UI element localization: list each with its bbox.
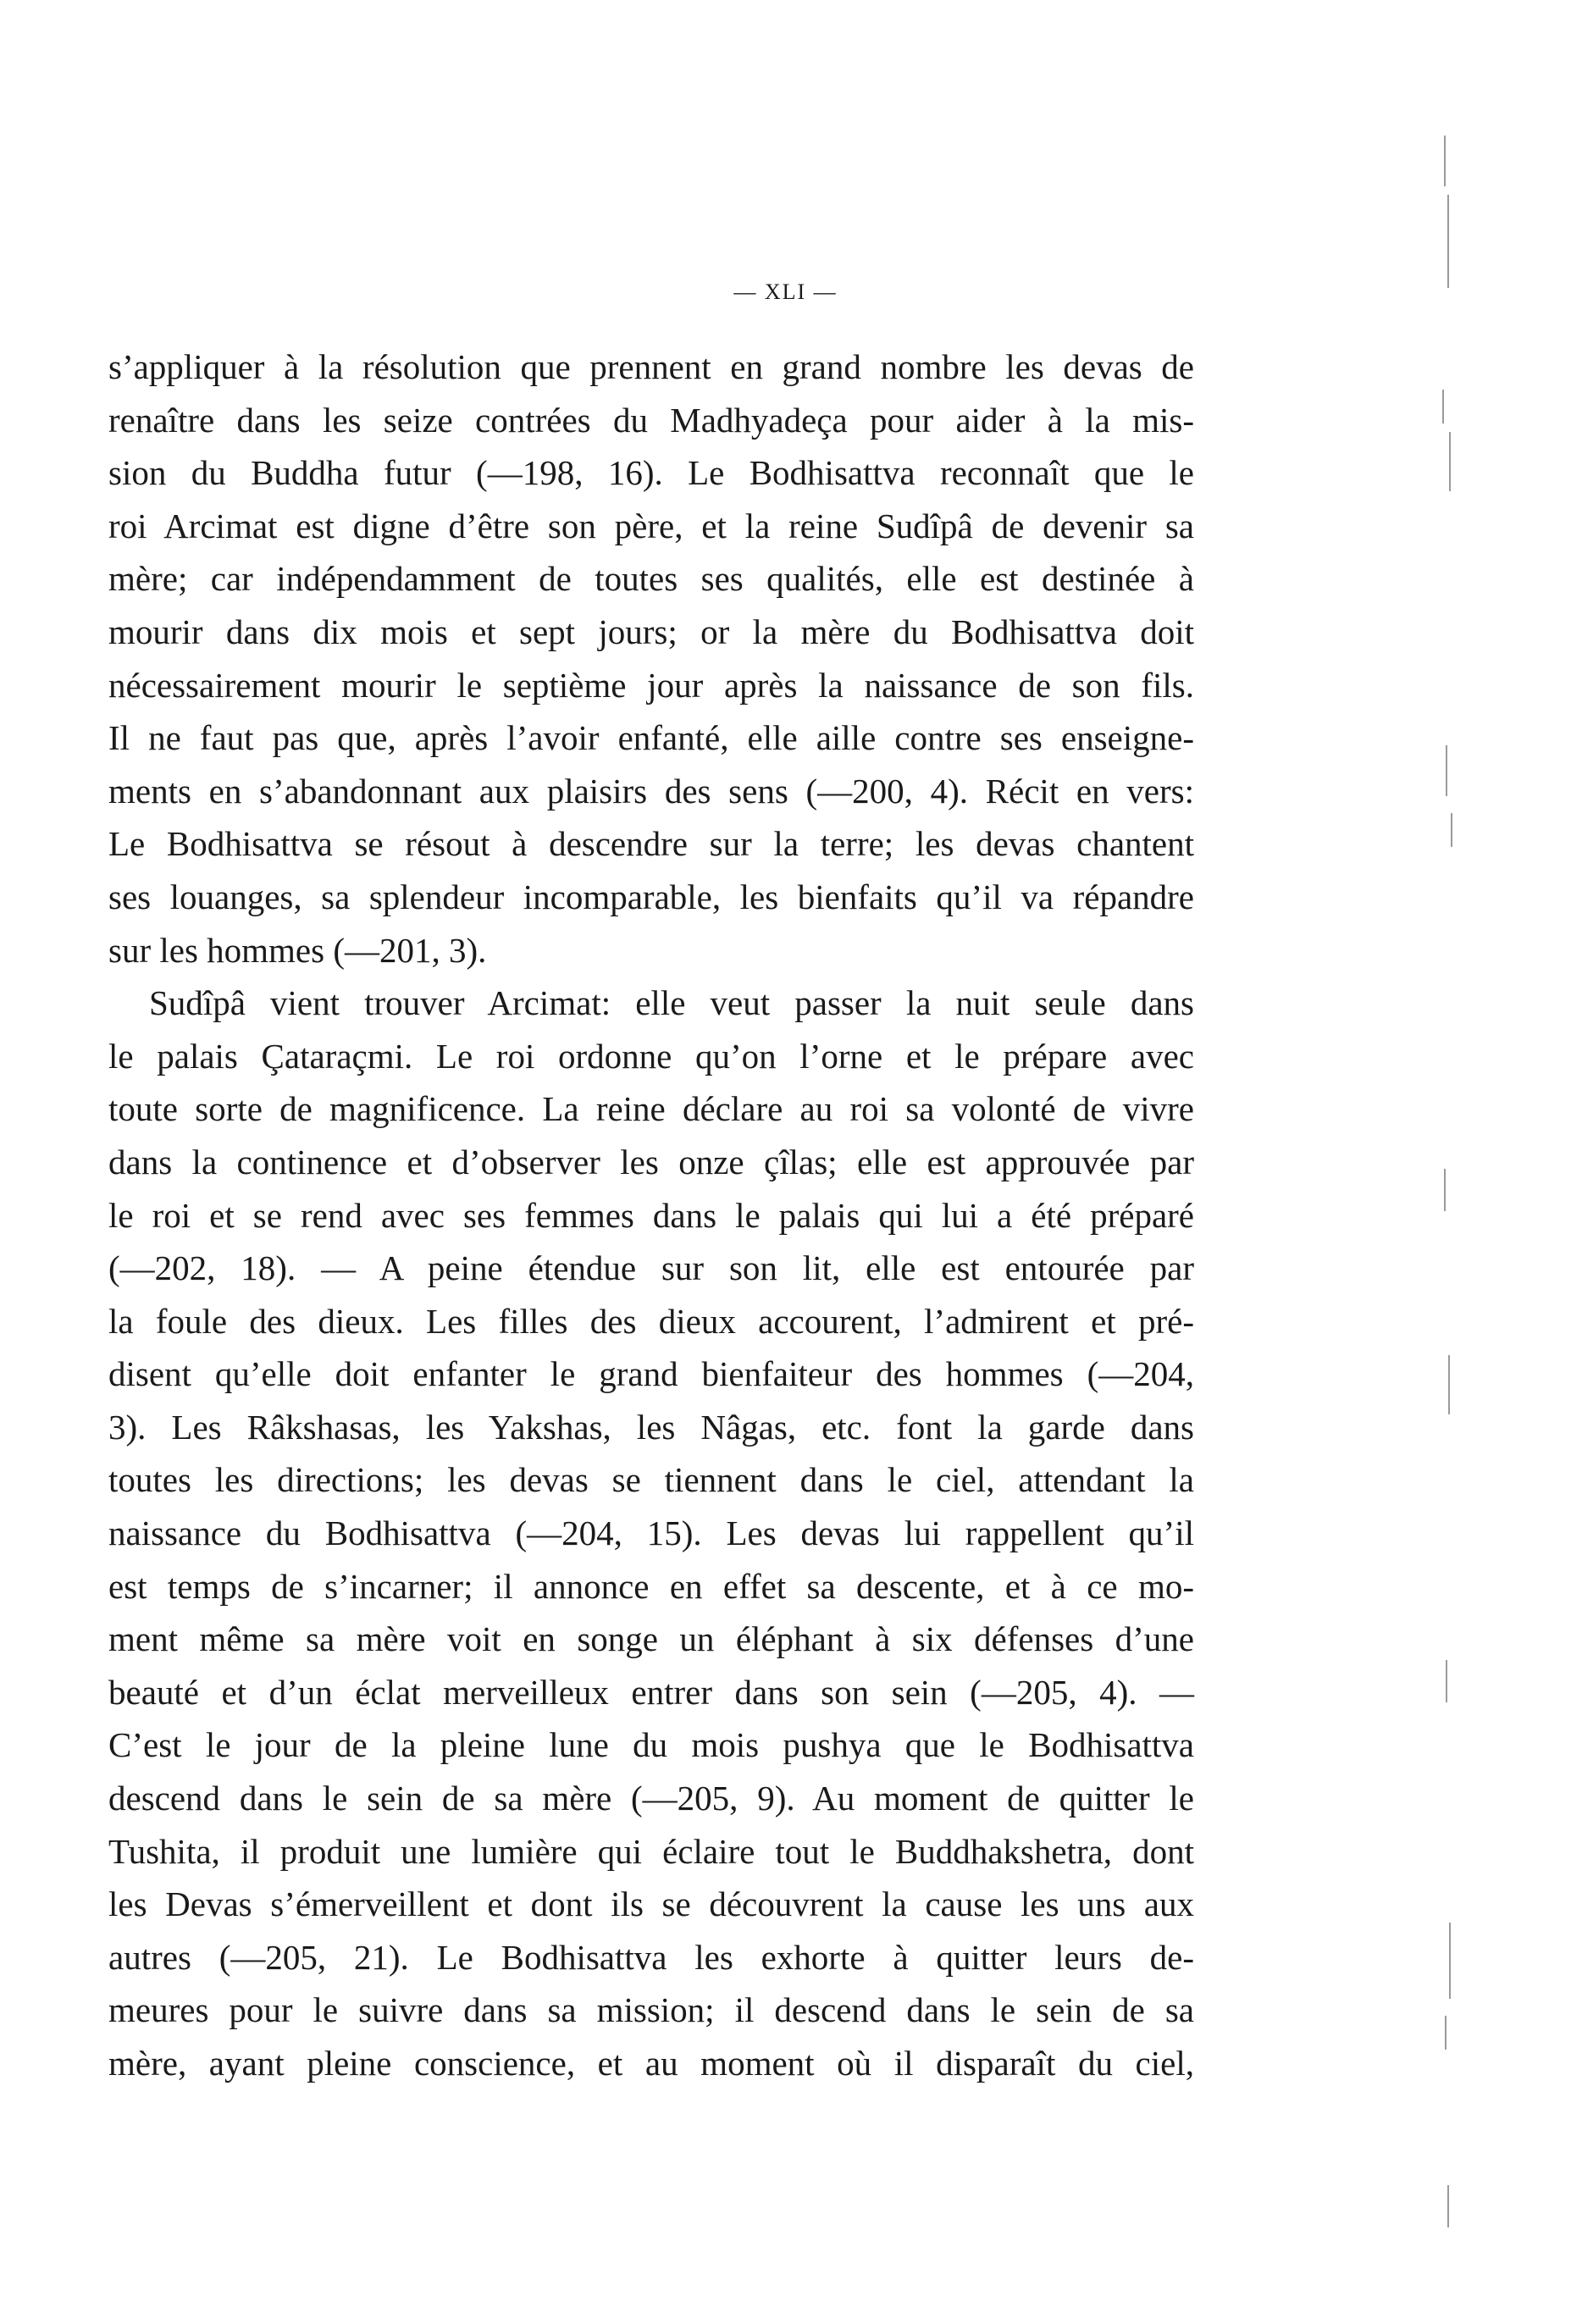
text-line: le roi et se rend avec ses femmes dans le palais qui lui a été préparé	[108, 1195, 1194, 1235]
text-line: toute sorte de magnificence. La reine déclare au roi sa volonté de vivre	[108, 1089, 1194, 1129]
text-line: nécessairement mourir le septième jour après la naissance de son fils.	[108, 665, 1194, 705]
text-line: 3). Les Râkshasas, les Yakshas, les Nâgas, etc. font la garde dans	[108, 1407, 1194, 1447]
text-line: (—202, 18). — A peine étendue sur son lit, elle est entourée par	[108, 1248, 1194, 1288]
text-line: sion du Buddha futur (—198, 16). Le Bodhisattva reconnaît que le	[108, 453, 1194, 493]
text-line: est temps de s’incarner; il annonce en effet sa descente, et à ce mo-	[108, 1566, 1194, 1606]
text-line: disent qu’elle doit enfanter le grand bienfaiteur des hommes (—204,	[108, 1354, 1194, 1394]
paragraph-1	[108, 340, 1194, 977]
text-line: la foule des dieux. Les filles des dieux accourent, l’admirent et pré-	[108, 1301, 1194, 1341]
text-line: Sudîpâ vient trouver Arcimat: elle veut passer la nuit seule dans	[149, 983, 1194, 1023]
text-line: s’appliquer à la résolution que prennent en grand nombre les devas de	[108, 347, 1194, 386]
text-line: Tushita, il produit une lumière qui éclaire tout le Buddhakshetra, dont	[108, 1831, 1194, 1871]
text-line: Le Bodhisattva se résout à descendre sur la terre; les devas chantent	[108, 824, 1194, 864]
text-line: mourir dans dix mois et sept jours; or la mère du Bodhisattva doit	[108, 611, 1194, 651]
text-line: les Devas s’émerveillent et dont ils se découvrent la cause les uns aux	[108, 1884, 1194, 1924]
body-text	[108, 340, 1194, 2090]
text-line: dans la continence et d’observer les onze çîlas; elle est approuvée par	[108, 1142, 1194, 1181]
text-line: ment même sa mère voit en songe un éléphant à six défenses d’une	[108, 1619, 1194, 1659]
page-number-header: — XLI —	[733, 279, 838, 304]
text-line: descend dans le sein de sa mère (—205, 9). Au moment de quitter le	[108, 1779, 1194, 1818]
scan-margin-marks	[1435, 119, 1469, 2236]
text-line: sur les hommes (—201, 3).	[108, 930, 487, 970]
text-line: C’est le jour de la pleine lune du mois pushya que le Bodhisattva	[108, 1725, 1194, 1765]
text-line: autres (—205, 21). Le Bodhisattva les exhorte à quitter leurs de-	[108, 1937, 1194, 1977]
text-line: Il ne faut pas que, après l’avoir enfanté, elle aille contre ses enseigne-	[108, 718, 1194, 758]
text-line: ments en s’abandonnant aux plaisirs des sens (—200, 4). Récit en vers:	[108, 771, 1194, 811]
text-line: roi Arcimat est digne d’être son père, et la reine Sudîpâ de devenir sa	[108, 506, 1194, 545]
text-line: ses louanges, sa splendeur incomparable, les bienfaits qu’il va répandre	[108, 877, 1194, 916]
text-line: le palais Çataraçmi. Le roi ordonne qu’on l’orne et le prépare avec	[108, 1036, 1194, 1076]
text-line: naissance du Bodhisattva (—204, 15). Les devas lui rappellent qu’il	[108, 1513, 1194, 1553]
text-line: mère; car indépendamment de toutes ses qualités, elle est destinée à	[108, 559, 1194, 599]
text-line: beauté et d’un éclat merveilleux entrer dans son sein (—205, 4). —	[108, 1672, 1194, 1712]
text-line: renaître dans les seize contrées du Madhyadeça pour aider à la mis-	[108, 400, 1194, 440]
text-line: toutes les directions; les devas se tiennent dans le ciel, attendant la	[108, 1460, 1194, 1500]
paragraph-2	[108, 977, 1194, 2089]
text-line: meures pour le suivre dans sa mission; il descend dans le sein de sa	[108, 1990, 1194, 2030]
text-line: mère, ayant pleine conscience, et au moment où il disparaît du ciel,	[108, 2044, 1194, 2083]
